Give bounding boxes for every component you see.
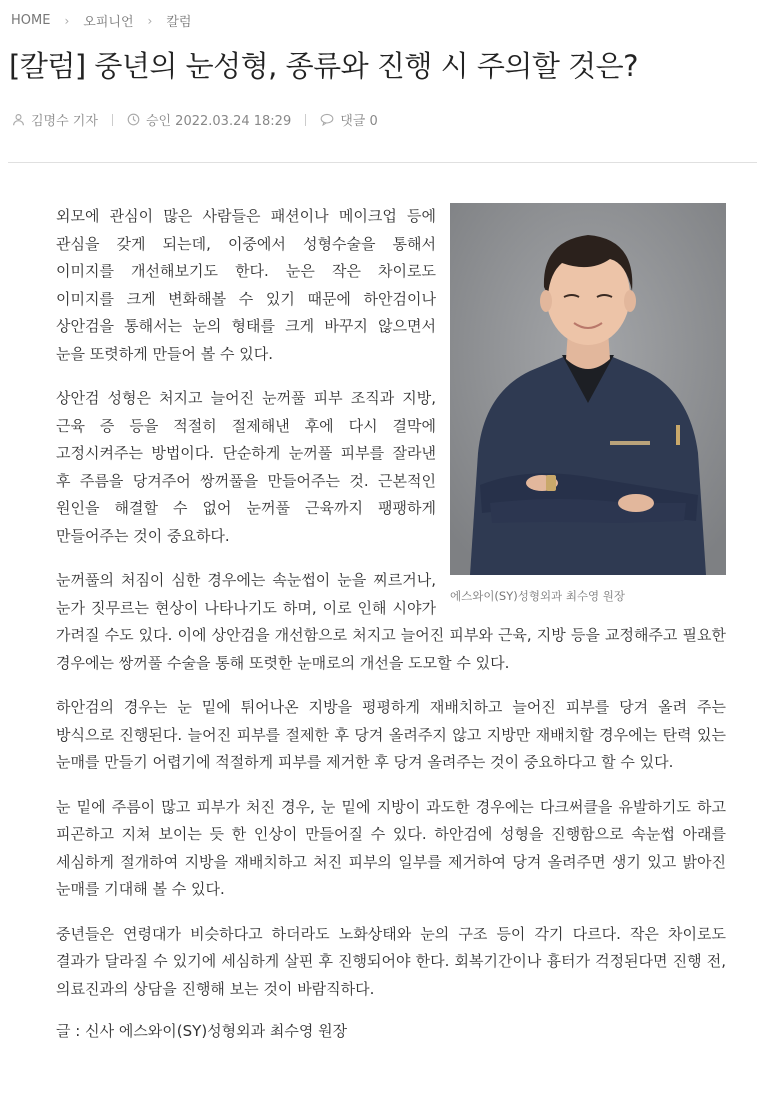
article-byline: 글 : 신사 에스와이(SY)성형외과 최수영 원장 <box>56 1022 348 1040</box>
breadcrumb-home-link[interactable]: HOME <box>11 13 51 28</box>
image-caption: 에스와이(SY)성형외과 최수영 원장 <box>450 589 626 603</box>
header-divider <box>8 162 757 163</box>
article-meta <box>12 110 378 129</box>
paragraph: 외모에 관심이 많은 사람들은 패션이나 메이크업 등에 관심을 갖게 되는데, 이중에서 성형수술을 통해서 이미지를 개선해보기도 한다. 눈은 작은 차이로도 이미지를 크게 변화해볼 수 있기 때문에 하안검이나 상안검을 통해서는 눈의 형태를 크게 바꾸지 않으면서 눈을 또렷하게 만들어 볼 수 있다. <box>56 207 436 363</box>
paragraph: 눈 밑에 주름이 많고 피부가 처진 경우, 눈 밑에 지방이 과도한 경우에는 다크써클을 유발하기도 하고 피곤하고 지쳐 보이는 듯 한 인상이 만들어질 수 있다. 하안검에 성형을 진행함으로 속눈썹 아래를 세심하게 절개하여 지방을 재배치하고 처진 피부의 일부를 제거하여 당겨 올려주면 생기 있고 밝아진 눈매를 기대해 볼 수 있다. <box>56 797 726 898</box>
comment-count[interactable]: 댓글 0 <box>340 114 378 129</box>
breadcrumb <box>11 11 191 30</box>
chevron-right-icon: › <box>147 13 153 28</box>
breadcrumb-category-link[interactable]: 칼럼 <box>166 15 192 30</box>
author-info <box>12 110 98 129</box>
paragraph: 하안검의 경우는 눈 밑에 튀어나온 지방을 평평하게 재배치하고 늘어진 피부를 당겨 올려 주는 방식으로 진행된다. 늘어진 피부를 절제한 후 당겨 올려주지 않고 지방만 재배치할 경우에는 탄력 있는 눈매를 만들기 어렵기에 적절하게 피부를 제거한 후 당겨 올려주는 것이 중요하다고 할 수 있다. <box>56 698 726 771</box>
paragraph: 눈꺼풀의 처짐이 심한 경우에는 속눈썹이 눈을 찌르거나, 눈가 짓무르는 현상이 나타나기도 하며, 이로 인해 시야가 가려질 수도 있다. 이에 상안검을 개선함으로 처지고 늘어진 피부와 근육, 지방 등을 교정해주고 필요한 경우에는 쌍꺼풀 수술을 통해 또렷한 눈매로의 개선을 도모할 수 있다. <box>56 571 726 672</box>
breadcrumb-section-link[interactable]: 오피니언 <box>83 15 134 30</box>
article-title: [칼럼] 중년의 눈성형, 종류와 진행 시 주의할 것은? <box>9 49 639 83</box>
paragraph: 중년들은 연령대가 비슷하다고 하더라도 노화상태와 눈의 구조 등이 각기 다르다. 작은 차이로도 결과가 달라질 수 있기에 세심하게 살핀 후 진행되어야 한다. 회복기간이나 흉터가 걱정된다면 진행 전, 의료진과의 상담을 진행해 보는 것이 바람직하다. <box>56 924 726 998</box>
speech-bubble-icon <box>320 113 334 126</box>
meta-divider <box>112 114 113 126</box>
person-icon <box>12 113 25 126</box>
author-name: 김명수 기자 <box>31 114 98 129</box>
clock-icon <box>127 113 140 126</box>
paragraph: 상안검 성형은 처지고 늘어진 눈꺼풀 피부 조직과 지방, 근육 증 등을 적절히 절제해낸 후에 다시 결막에 고정시켜주는 방법이다. 단순하게 눈꺼풀 피부를 잘라낸 후 주름을 당겨주어 쌍꺼풀을 만들어주는 것. 근본적인 원인을 해결할 수 없어 눈꺼풀 근육까지 팽팽하게 만들어주는 것이 중요하다. <box>56 389 436 545</box>
meta-divider <box>305 114 306 126</box>
approved-datetime: 승인 2022.03.24 18:29 <box>145 114 292 129</box>
comments-info[interactable] <box>320 110 378 129</box>
doctor-photo <box>450 203 726 575</box>
chevron-right-icon: › <box>64 13 70 28</box>
article-body <box>56 203 726 1063</box>
article-figure <box>450 203 726 604</box>
approved-info <box>127 110 291 129</box>
